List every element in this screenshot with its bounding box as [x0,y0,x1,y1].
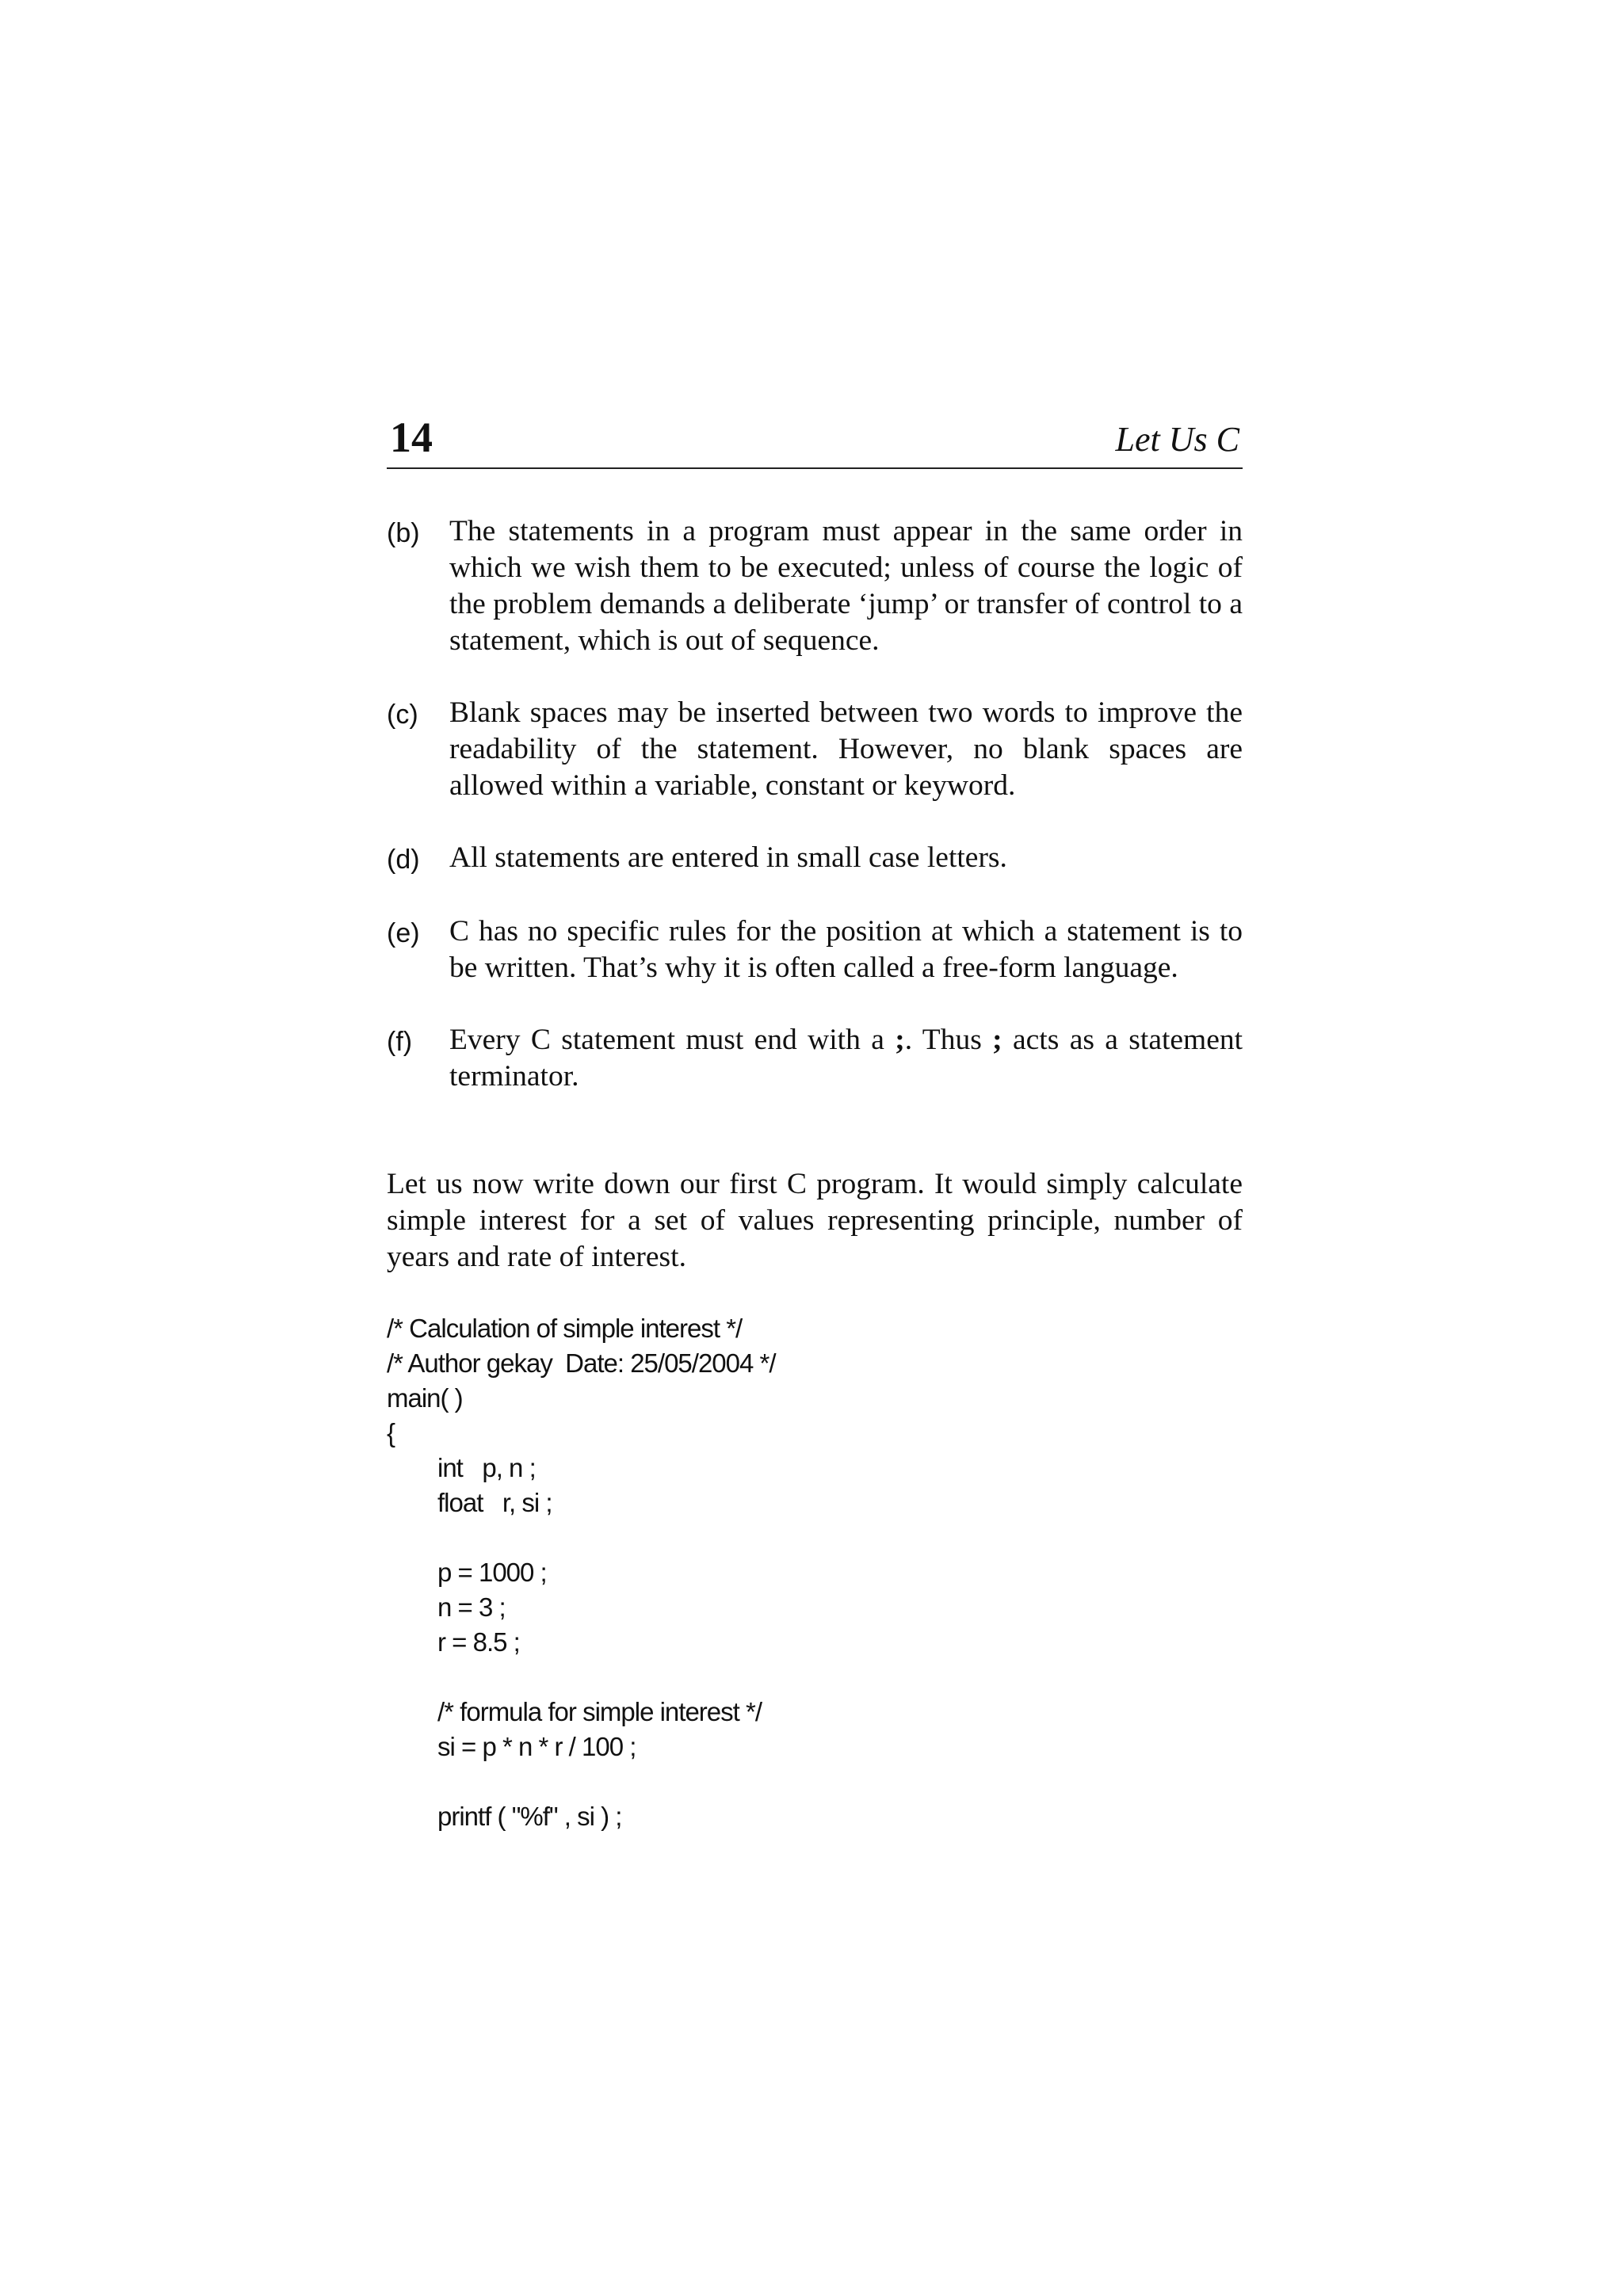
code-line: main( ) [387,1383,463,1413]
running-head: Let Us C [1115,420,1239,459]
rule-item-f [387,1022,1243,1095]
rule-label: (d) [387,845,420,875]
code-line: /* Calculation of simple interest */ [387,1314,743,1343]
rule-text: The statements in a program must appear in the same order in which we wish them to be executed; unless of course the logic of the problem demands a deliberate ‘jump’ or transfer of control to a statement, which is out of sequence. [449,515,1243,657]
code-line: si = p * n * r / 100 ; [437,1732,636,1761]
semicolon-symbol: ; [895,1024,905,1056]
intro-paragraph: Let us now write down our first C program. It would simply calculate simple interest for a set of values representing principle, number of years and rate of interest. [387,1168,1243,1273]
page-number: 14 [390,414,433,461]
code-line: p = 1000 ; [437,1558,547,1587]
rule-label: (c) [387,700,418,730]
code-listing [387,1311,776,1834]
code-line [387,1660,776,1695]
code-line: { [387,1418,395,1447]
code-line: float r, si ; [437,1488,552,1517]
rule-item-b [387,513,1243,659]
rule-item-d [387,840,1243,878]
code-line: /* formula for simple interest */ [437,1697,762,1726]
rule-label: (b) [387,518,420,548]
code-line: /* Author gekay Date: 25/05/2004 */ [387,1348,776,1378]
rules-list [387,513,1243,1131]
code-line: n = 3 ; [437,1592,506,1622]
semicolon-symbol: ; [992,1024,1002,1056]
rule-text [449,1022,1243,1095]
rule-text-part: acts as a statement terminator. [449,1024,1243,1093]
code-line: int p, n ; [437,1453,536,1482]
rule-label: (e) [387,918,420,948]
code-line [387,1764,776,1799]
code-line: r = 8.5 ; [437,1627,520,1657]
rule-label: (f) [387,1027,413,1057]
page-header [387,410,1243,469]
rule-item-c [387,695,1243,804]
rule-item-e [387,913,1243,986]
rule-text-part: . Thus [904,1024,993,1056]
rule-text: All statements are entered in small case letters. [449,841,1007,874]
code-line [387,1520,776,1555]
rule-text-part: Every C statement must end with a [449,1024,896,1056]
rule-text: C has no specific rules for the position at which a statement is to be written. That’s why it is often called a free-form language. [449,915,1243,984]
code-line: printf ( "%f" , si ) ; [437,1802,622,1831]
rule-text: Blank spaces may be inserted between two words to improve the readability of the statement. However, no blank spaces are allowed within a variable, constant or keyword. [449,696,1243,802]
